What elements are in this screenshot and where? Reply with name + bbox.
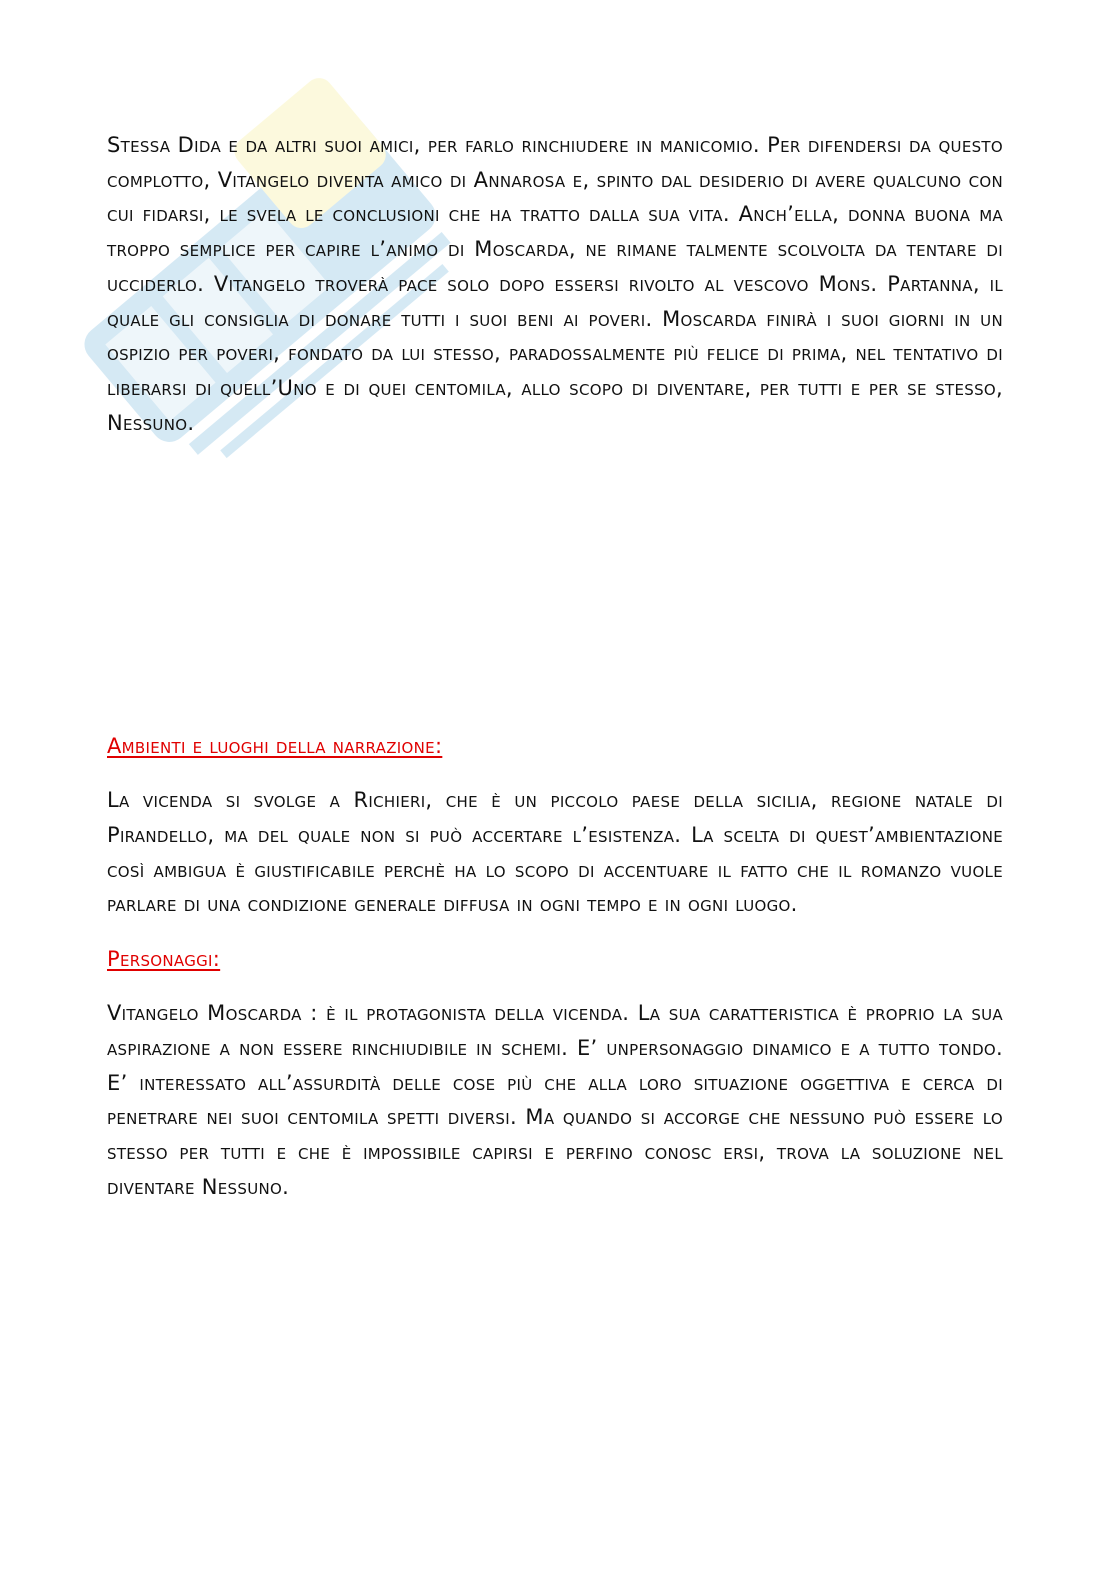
ambienti-paragraph: La vicenda si svolge a Richieri, che è un piccolo paese della sicilia, regione natale di Pirandello, ma del quale non si può accertare l’esistenza. La scelta di quest’ambientazione così ambigua è giustificabile perchè ha lo scopo di accentuare il fatto che il romanzo vuole parlare di una condizione generale diffusa in ogni tempo e in ogni luogo. xyxy=(107,788,1003,917)
heading-personaggi: Personaggi: xyxy=(107,947,221,972)
intro-paragraph: Stessa Dida e da altri suoi amici, per farlo rinchiudere in manicomio. Per difendersi da questo complotto, Vitangelo diventa amico di Annarosa e, spinto dal desiderio di avere qualcuno con cui fidarsi, le svela le conclusioni che ha tratto dalla sua vita. Anch’ella, donna buona ma troppo semplice per capire l’animo di Moscarda, ne rimane talmente scolvolta da tentare di ucciderlo. Vitangelo troverà pace solo dopo essersi rivolto al vescovo Mons. Partanna, il quale gli consiglia di donare tutti i suoi beni ai poveri. Moscarda finirà i suoi giorni in un ospizio per poveri, fondato da lui stesso, paradossalmente più felice di prima, nel tentativo di liberarsi di quell’Uno e di quei centomila, allo scopo di diventare, per tutti e per se stesso, Nessuno. xyxy=(107,133,1003,435)
heading-ambienti: Ambienti e luoghi della narrazione: xyxy=(107,734,443,759)
personaggi-paragraph: Vitangelo Moscarda : è il protagonista della vicenda. La sua caratteristica è proprio la sua aspirazione a non essere rinchiudibile in schemi. E’ unpersonaggio dinamico e a tutto tondo. E’ interessato all’assurdità delle cose più che alla loro situazione oggettiva e cerca di penetrare nei suoi centomila spetti diversi. Ma quando si accorge che nessuno può essere lo stesso per tutti e che è impossibile capirsi e perfino conosc ersi, trova la soluzione nel diventare Nessuno. xyxy=(107,1001,1003,1199)
document-page xyxy=(107,128,1003,1204)
